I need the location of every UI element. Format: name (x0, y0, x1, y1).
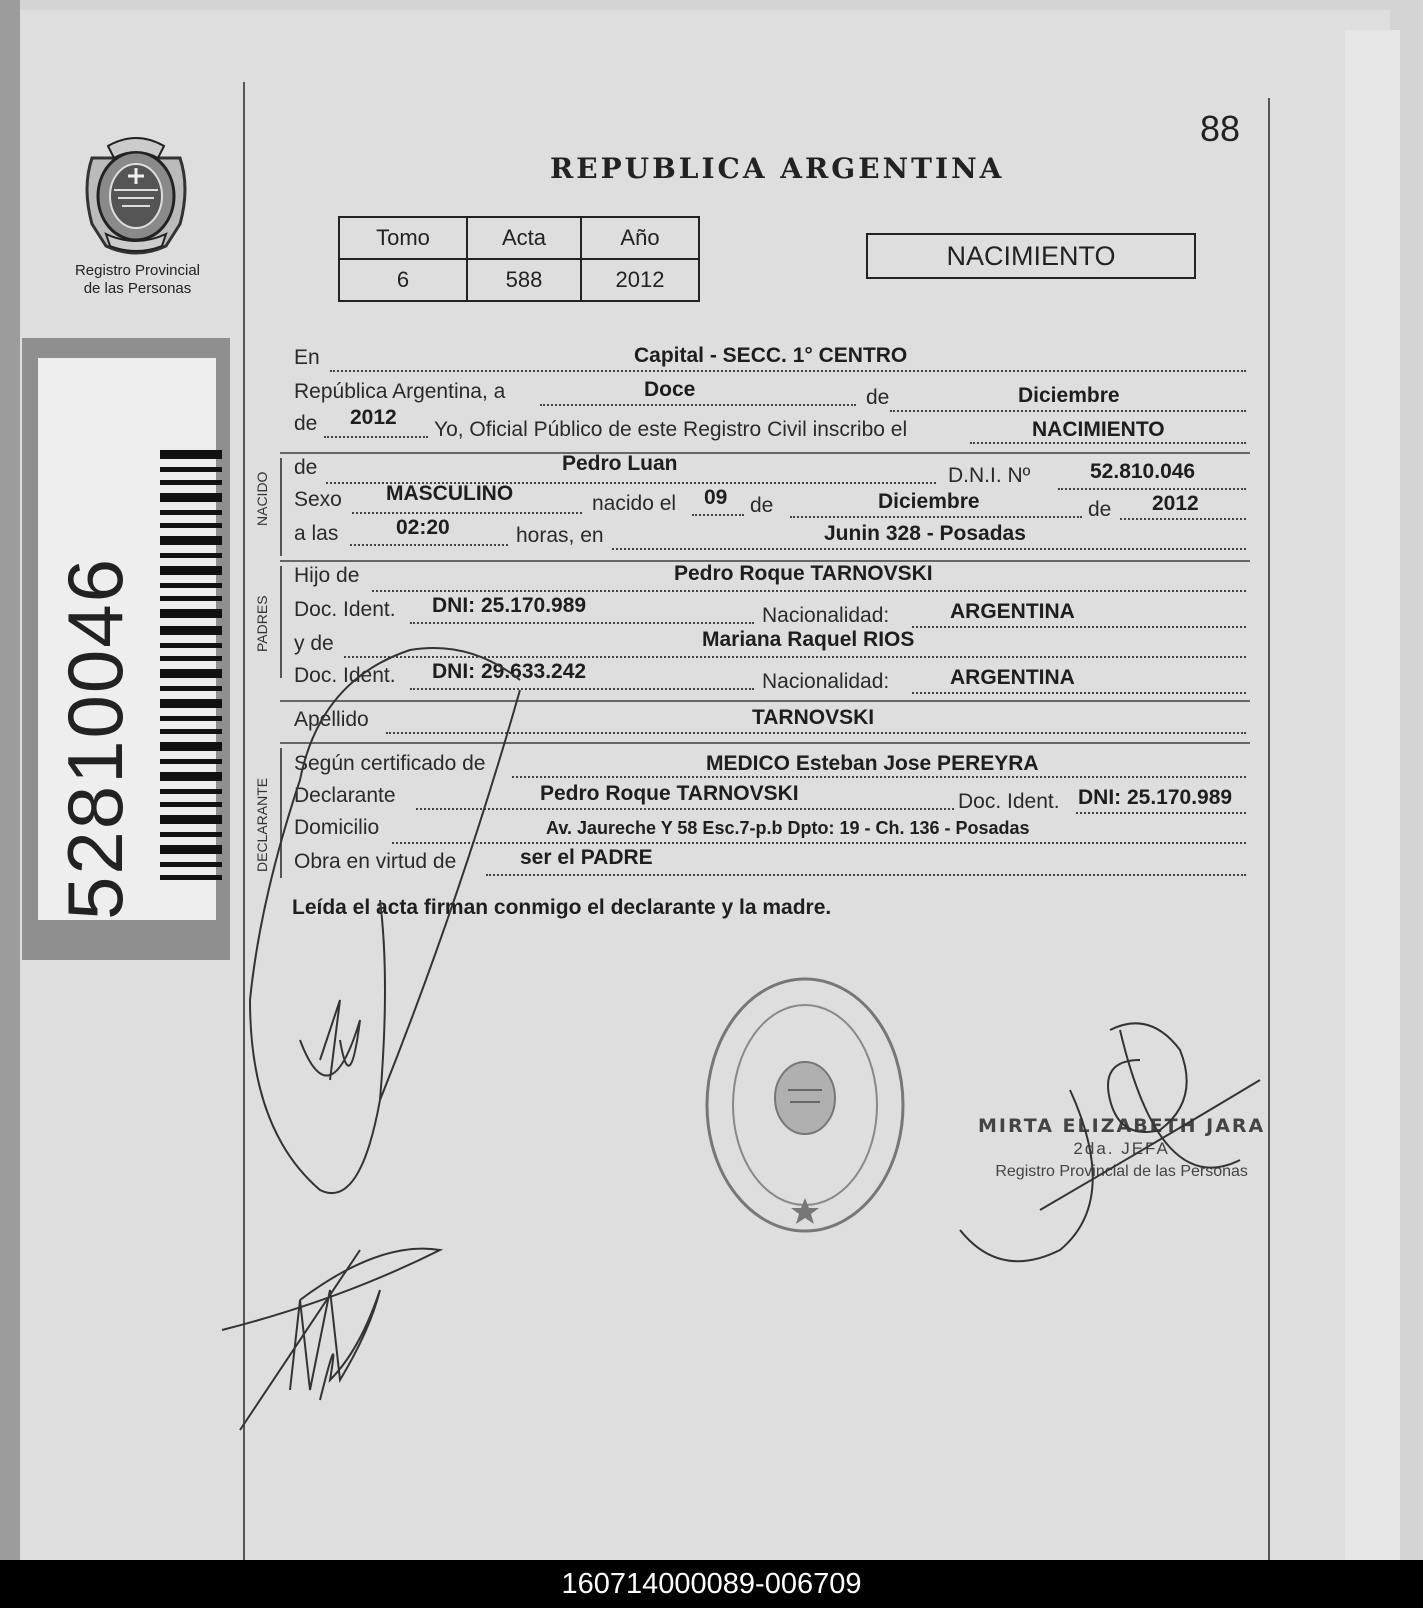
dotted-line (410, 688, 754, 690)
nacido-de-label: de (294, 456, 318, 479)
nacido-place: Junin 328 - Posadas (824, 522, 1026, 545)
padres-mother-doc: DNI: 29.633.242 (432, 660, 587, 683)
padres-father-doc-label: Doc. Ident. (294, 598, 396, 621)
dotted-line (512, 776, 1246, 778)
padres-father-nat: ARGENTINA (950, 600, 1075, 623)
section-divider (280, 700, 1250, 702)
intro-de-label: de (866, 386, 890, 409)
intro-official-text: Yo, Oficial Público de este Registro Civil inscribo el (434, 418, 908, 441)
padres-mother: Mariana Raquel RIOS (702, 628, 915, 651)
right-margin-line (1268, 98, 1270, 1560)
nacido-birth-month: Diciembre (878, 490, 980, 513)
section-label-declarante: DECLARANTE (254, 777, 270, 872)
declarante-label: Declarante (294, 784, 396, 807)
dotted-line (790, 516, 1082, 518)
closing-statement: Leída el acta firman conmigo el declarante y la madre. (292, 896, 832, 919)
intro-event: NACIMIENTO (1032, 418, 1165, 441)
nacido-dni-label: D.N.I. Nº (948, 464, 1031, 487)
registry-header-tomo: Tomo (339, 217, 467, 259)
intro-republica-label: República Argentina, a (294, 380, 506, 403)
barcode-sticker (22, 338, 230, 960)
registry-value-row (339, 259, 699, 301)
nacido-sexo-label: Sexo (294, 488, 342, 511)
official-signature-block (978, 1115, 1265, 1181)
dotted-line (1058, 488, 1246, 490)
dotted-line (410, 622, 754, 624)
left-margin-line (243, 82, 245, 1560)
dotted-line (386, 732, 1246, 734)
nacido-name: Pedro Luan (562, 452, 678, 475)
nacido-birth-year: 2012 (1152, 492, 1199, 515)
declarante-domicilio-label: Domicilio (294, 816, 380, 839)
dotted-line (330, 370, 1246, 372)
dotted-line (612, 548, 1246, 550)
dotted-line (692, 514, 744, 516)
declarante-doc-label: Doc. Ident. (958, 790, 1060, 813)
nacido-de-label2: de (750, 494, 774, 517)
book-spine-edge (0, 0, 20, 1560)
official-name: MIRTA ELIZABETH JARA (978, 1115, 1266, 1137)
declarante-obra-label: Obra en virtud de (294, 850, 457, 873)
dotted-line (344, 656, 1246, 658)
dotted-line (1076, 812, 1246, 814)
nacido-birth-day: 09 (704, 486, 728, 509)
dotted-line (372, 590, 1246, 592)
declarante-doc: DNI: 25.170.989 (1078, 786, 1233, 809)
page-number: 88 (1200, 108, 1241, 149)
nacido-nacido-label: nacido el (592, 492, 677, 515)
padres-mother-doc-label: Doc. Ident. (294, 664, 396, 687)
intro-month: Diciembre (1018, 384, 1120, 407)
dotted-line (890, 410, 1246, 412)
dotted-line (352, 512, 582, 514)
intro-place: Capital - SECC. 1° CENTRO (634, 344, 908, 367)
padres-hijo-label: Hijo de (294, 564, 360, 587)
nacido-sexo: MASCULINO (386, 482, 514, 505)
section-label-padres: PADRES (254, 595, 270, 652)
record-type-box: NACIMIENTO (866, 233, 1196, 279)
barcode-number: 52810046 (51, 556, 139, 920)
intro-day-words: Doce (644, 378, 696, 401)
logo-caption-line2: de las Personas (83, 280, 192, 297)
declarante-domicilio: Av. Jaureche Y 58 Esc.7-p.b Dpto: 19 - Ch. 136 - Posadas (546, 818, 1030, 838)
registry-header-anio: Año (581, 217, 699, 259)
intro-year-prefix: de (294, 412, 318, 435)
section-divider (280, 742, 1250, 744)
section-divider (280, 452, 1250, 454)
nacido-dni: 52.810.046 (1090, 460, 1196, 483)
padres-mother-nat: ARGENTINA (950, 666, 1075, 689)
nacido-time: 02:20 (396, 516, 450, 539)
registry-table (338, 216, 700, 302)
section-label-nacido: NACIDO (254, 471, 270, 526)
dotted-line (392, 842, 1246, 844)
logo-caption (40, 262, 235, 298)
registry-value-acta: 588 (467, 259, 581, 301)
official-role: 2da. JEFA (1073, 1139, 1170, 1158)
padres-y-de-label: y de (294, 632, 334, 655)
section-bracket-padres (280, 566, 282, 678)
logo-caption-line1: Registro Provincial (74, 262, 201, 279)
nacido-de-label3: de (1088, 498, 1112, 521)
padres-father-nat-label: Nacionalidad: (762, 604, 890, 627)
official-office: Registro Provincial de las Personas (995, 1163, 1248, 1180)
dotted-line (1120, 518, 1246, 520)
misiones-coat-of-arms-logo (78, 128, 194, 258)
intro-en-label: En (294, 346, 320, 369)
apellido-value: TARNOVSKI (752, 706, 875, 729)
dotted-line (540, 404, 856, 406)
section-bracket-declarante (280, 748, 282, 878)
declarante-obra: ser el PADRE (520, 846, 653, 869)
apellido-label: Apellido (294, 708, 369, 731)
paper-edge-right (1345, 30, 1400, 1560)
dotted-line (970, 442, 1246, 444)
document-id-bar: 160714000089-006709 (0, 1560, 1423, 1608)
registry-value-anio: 2012 (581, 259, 699, 301)
registry-header-row (339, 217, 699, 259)
registry-header-acta: Acta (467, 217, 581, 259)
padres-mother-nat-label: Nacionalidad: (762, 670, 890, 693)
barcode-label (38, 358, 216, 920)
padres-father-doc: DNI: 25.170.989 (432, 594, 587, 617)
intro-year: 2012 (350, 406, 397, 429)
registry-value-tomo: 6 (339, 259, 467, 301)
dotted-line (324, 436, 428, 438)
official-seal-stamp (700, 970, 910, 1240)
barcode-bars (160, 450, 222, 880)
declarante-cert-label: Según certificado de (294, 752, 486, 775)
dotted-line (912, 626, 1246, 628)
document-title: REPUBLICA ARGENTINA (550, 152, 1005, 185)
nacido-horas-label: horas, en (516, 524, 604, 547)
dotted-line (486, 874, 1246, 876)
declarante-name: Pedro Roque TARNOVSKI (540, 782, 799, 805)
dotted-line (350, 544, 508, 546)
nacido-a-las-label: a las (294, 522, 339, 545)
declarante-cert: MEDICO Esteban Jose PEREYRA (706, 752, 1039, 775)
dotted-line (416, 808, 954, 810)
section-bracket-nacido (280, 458, 282, 556)
dotted-line (912, 692, 1246, 694)
padres-father: Pedro Roque TARNOVSKI (674, 562, 933, 585)
